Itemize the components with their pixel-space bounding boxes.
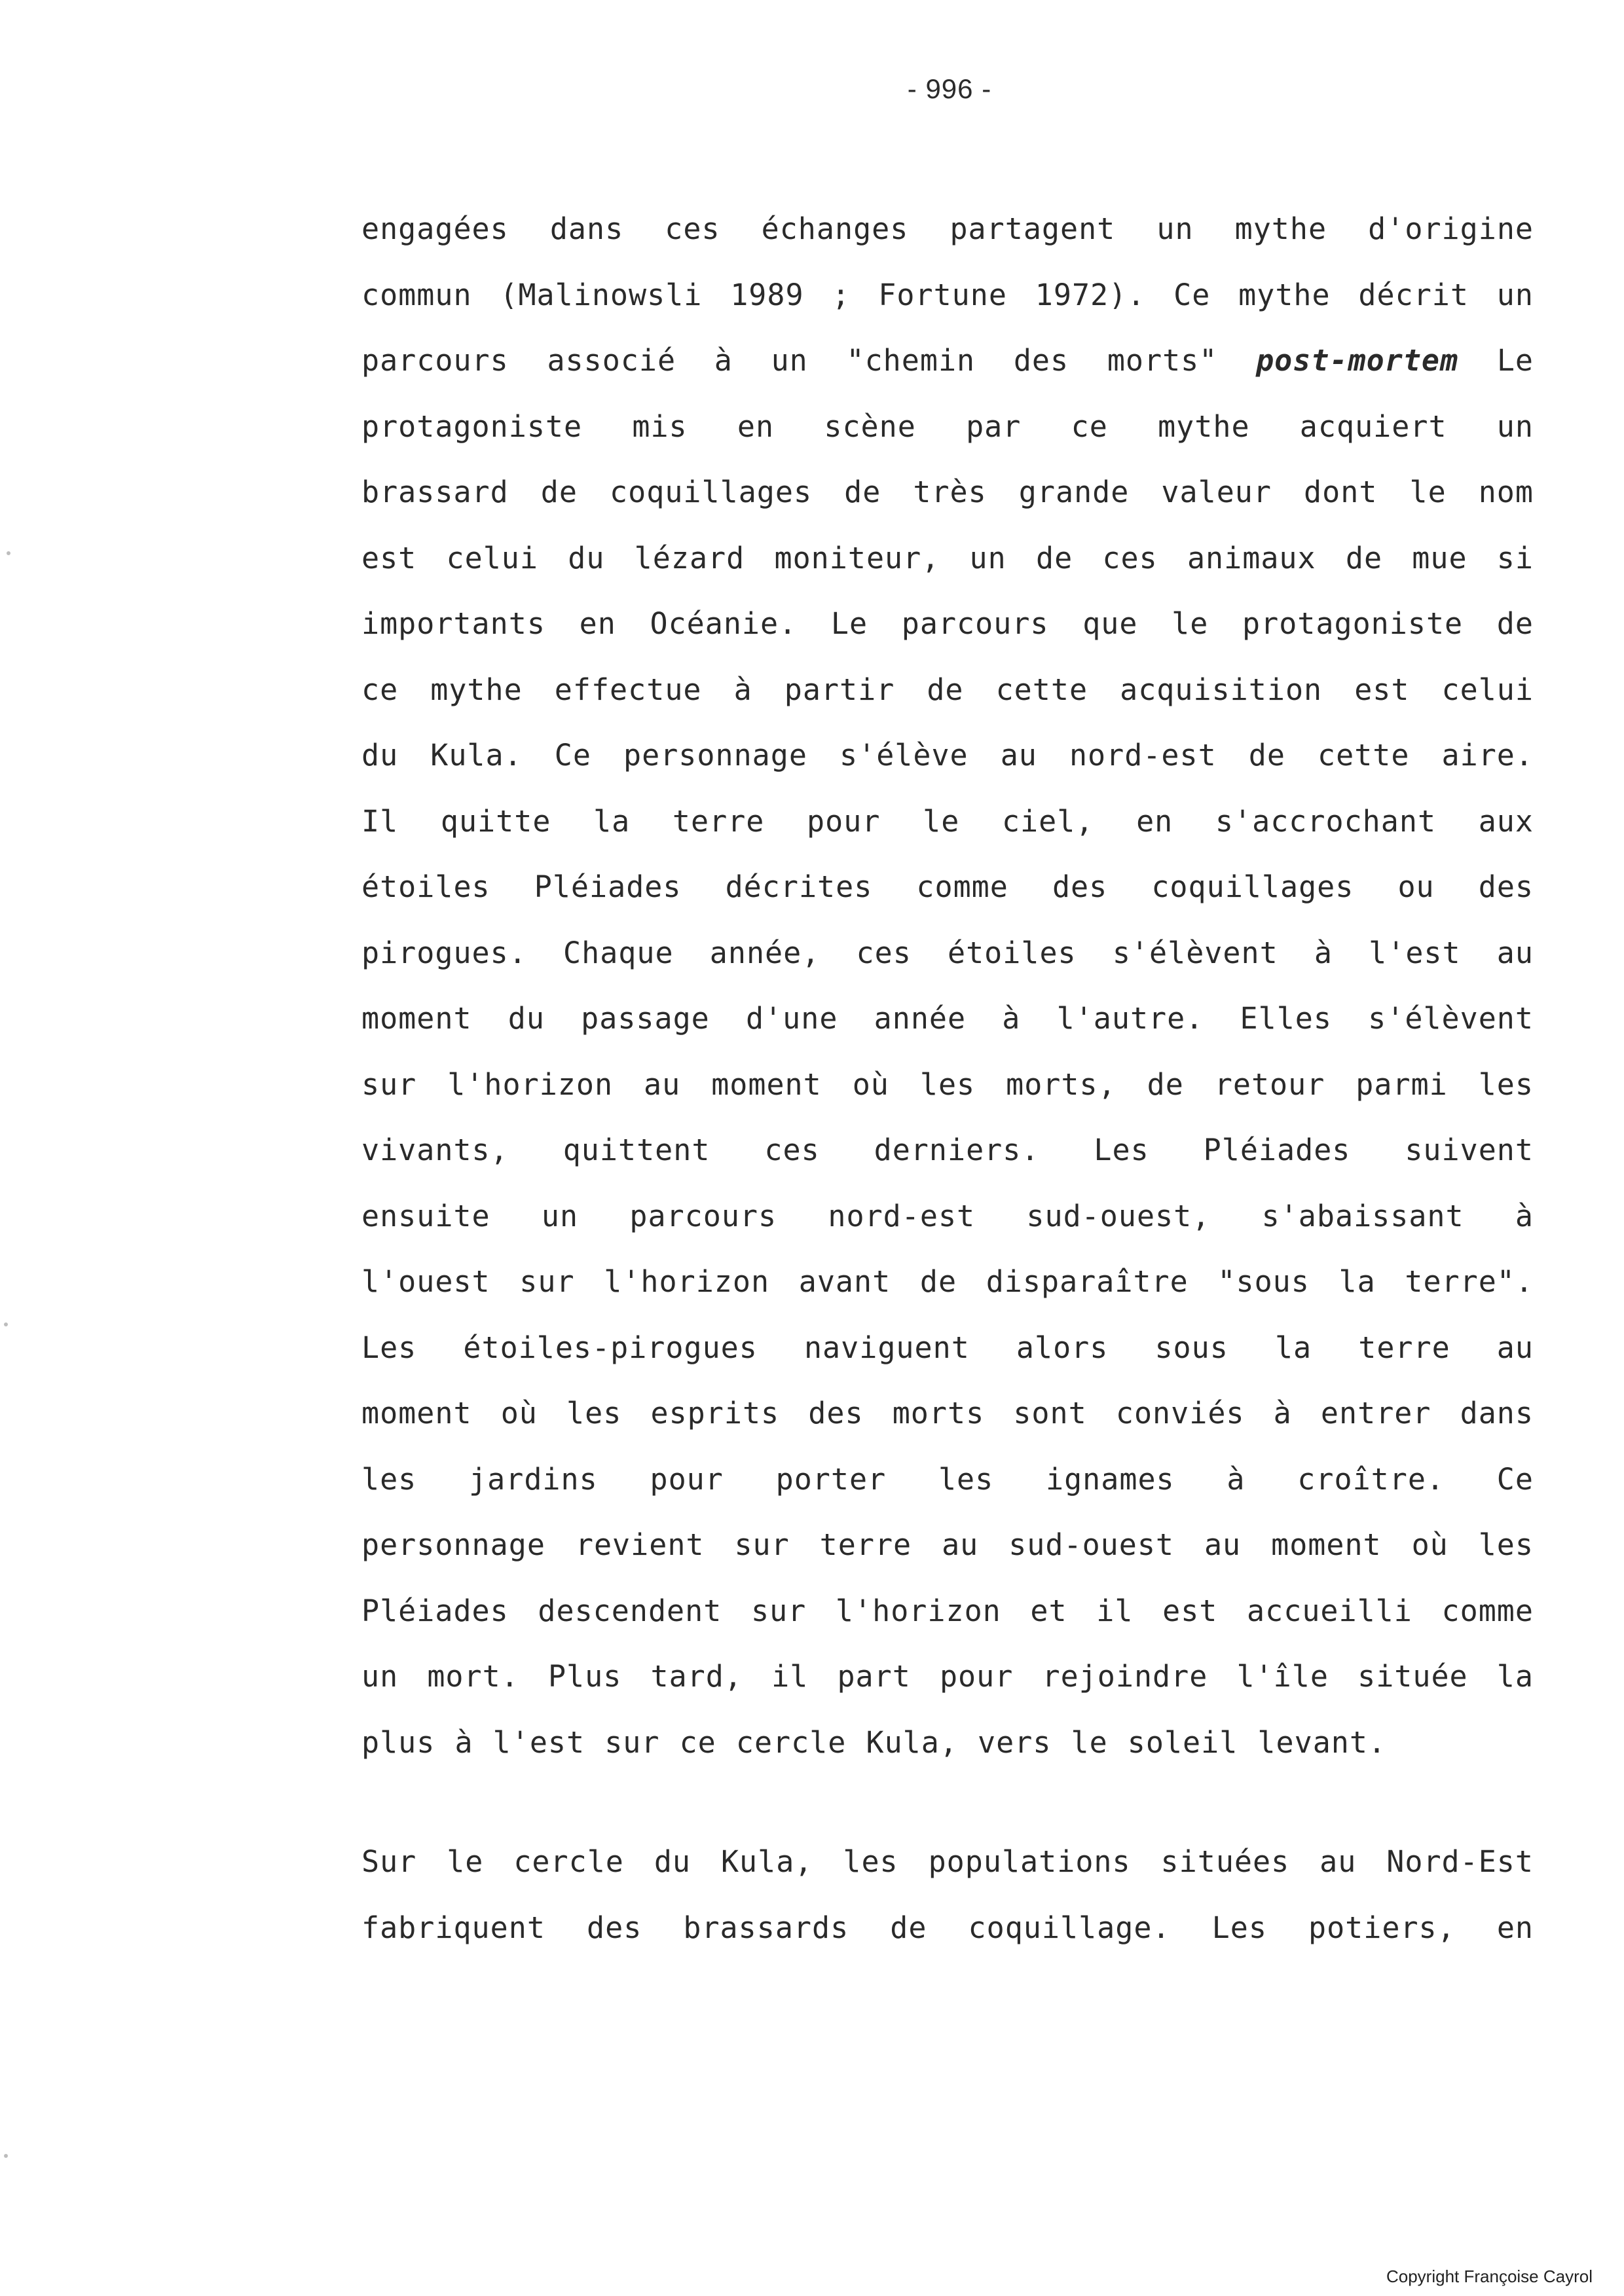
body-paragraph (361, 1829, 1534, 1961)
copyright-notice: Copyright Françoise Cayrol (1386, 2267, 1593, 2286)
text-line: vivants, quittent ces derniers. Les Pléiades suivent (361, 1133, 1534, 1167)
scan-speck (7, 551, 10, 555)
text-line: Pléiades descendent sur l'horizon et il est accueilli comme (361, 1593, 1534, 1628)
text-line: moment du passage d'une année à l'autre. Elles s'élèvent (361, 1001, 1534, 1036)
text-line: un mort. Plus tard, il part pour rejoindre l'île située la (361, 1659, 1534, 1694)
text-line: Il quitte la terre pour le ciel, en s'accrochant aux (361, 803, 1534, 839)
text-line: pirogues. Chaque année, ces étoiles s'élèvent à l'est au (361, 935, 1534, 970)
text-line-end: Le (1496, 343, 1534, 378)
body-paragraph (361, 196, 1534, 1776)
text-line-with-emphasis (361, 328, 1534, 394)
text-line: l'ouest sur l'horizon avant de disparaître "sous la terre". (361, 1264, 1534, 1299)
text-line: est celui du lézard moniteur, un de ces animaux de mue si (361, 540, 1534, 575)
text-line: protagoniste mis en scène par ce mythe acquiert un (361, 409, 1534, 444)
text-line: les jardins pour porter les ignames à croître. Ce (361, 1461, 1534, 1497)
text-line: commun (Malinowsli 1989 ; Fortune 1972). Ce mythe décrit un (361, 277, 1534, 312)
text-line: engagées dans ces échanges partagent un mythe d'origine (361, 211, 1534, 246)
text-line: importants en Océanie. Le parcours que le protagoniste de (361, 606, 1534, 641)
text-line: plus à l'est sur ce cercle Kula, vers le soleil levant. (361, 1724, 1387, 1760)
scan-speck (4, 2154, 8, 2158)
emphasis-term: post-mortem (1256, 343, 1459, 378)
text-line: moment où les esprits des morts sont conviés à entrer dans (361, 1396, 1534, 1430)
page-number: - 996 - (907, 73, 992, 104)
text-line: personnage revient sur terre au sud-ouest au moment où les (361, 1527, 1534, 1562)
text-line: Les étoiles-pirogues naviguent alors sous la terre au (361, 1330, 1534, 1365)
text-line: Sur le cercle du Kula, les populations situées au Nord-Est (361, 1844, 1534, 1879)
text-line: brassard de coquillages de très grande valeur dont le nom (361, 475, 1534, 509)
text-line: étoiles Pléiades décrites comme des coquillages ou des (361, 869, 1534, 904)
text-line: du Kula. Ce personnage s'élève au nord-est de cette aire. (361, 738, 1534, 773)
text-line: sur l'horizon au moment où les morts, de retour parmi les (361, 1066, 1534, 1102)
text-line-start: parcours associé à un "chemin des morts" (361, 343, 1218, 378)
text-line: ensuite un parcours nord-est sud-ouest, s'abaissant à (361, 1198, 1534, 1233)
text-line: fabriquent des brassards de coquillage. Les potiers, en (361, 1910, 1534, 1945)
scan-speck (4, 1322, 8, 1326)
text-line: ce mythe effectue à partir de cette acquisition est celui (361, 672, 1534, 707)
